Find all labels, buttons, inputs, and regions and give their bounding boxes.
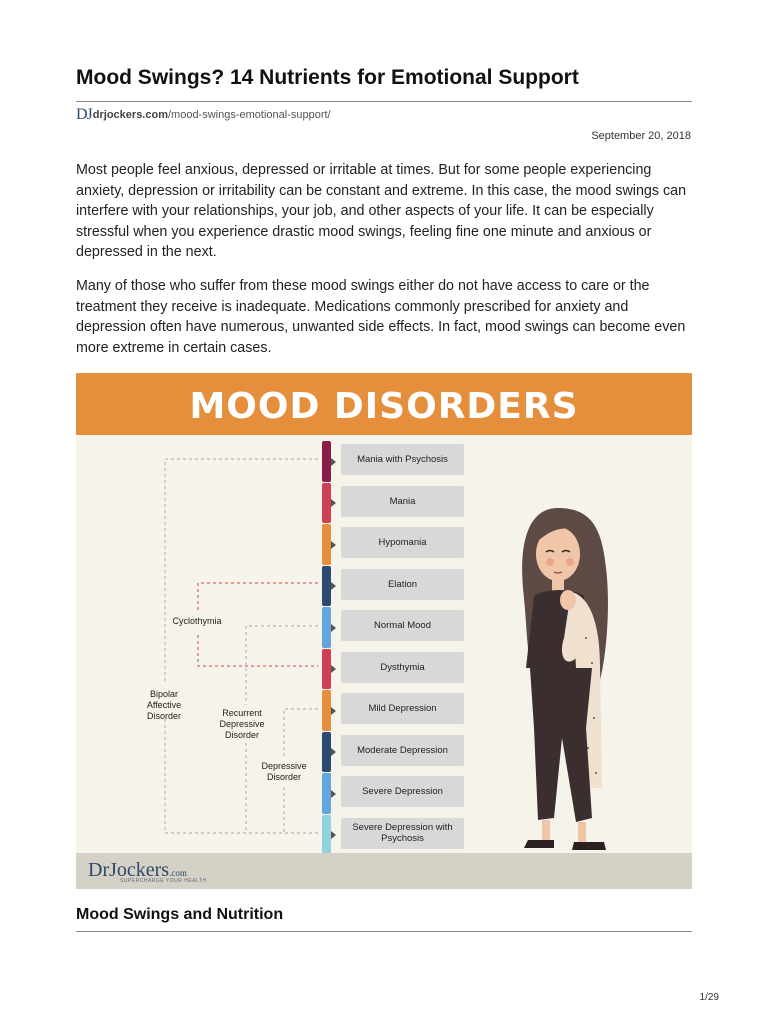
mood-level-mania: Mania (341, 486, 464, 517)
mood-pointer-moderate-depression (331, 748, 336, 756)
mood-bar-moderate-depression (322, 732, 331, 773)
source-logo: DJ (76, 106, 92, 123)
label-depressive-disorder: Depressive Disorder (261, 761, 307, 782)
mood-level-mania-with-psychosis: Mania with Psychosis (341, 444, 464, 475)
intro-paragraph-2: Many of those who suffer from these mood swings either do not have access to care or the treatment they receive is inadequate. Medications commonly prescribed for anxiety and depression often have numerous, unwanted side effects. In fact, mood swings can become even more extreme in certain cases. (76, 278, 686, 356)
page-number: 1/29 (699, 992, 719, 1003)
mood-level-severe-depression: Severe Depression (341, 776, 464, 807)
source-path[interactable]: /mood-swings-emotional-support/ (167, 109, 331, 121)
mood-level-moderate-depression: Moderate Depression (341, 735, 464, 766)
logo-tagline: SUPERCHARGE YOUR HEALTH (120, 878, 207, 884)
mood-bar-normal-mood (322, 607, 331, 648)
mood-level-dysthymia: Dysthymia (341, 652, 464, 683)
mood-bar-severe-depression-with-psychosis (322, 815, 331, 856)
mood-bar-severe-depression (322, 773, 331, 814)
mood-level-severe-depression-with-psychosis: Severe Depression with Psychosis (341, 818, 464, 849)
mood-bar-hypomania (322, 524, 331, 565)
mood-bar-elation (322, 566, 331, 607)
section-divider (76, 931, 692, 932)
mood-pointer-elation (331, 582, 336, 590)
mood-pointer-mild-depression (331, 707, 336, 715)
article-title: Mood Swings? 14 Nutrients for Emotional Support (76, 66, 579, 89)
label-cyclothymia: Cyclothymia (172, 616, 222, 626)
logo-suffix: .com (169, 868, 187, 878)
intro-paragraph-1: Most people feel anxious, depressed or irritable at times. But for some people experiencing anxiety, depression or irritability can be constant and extreme. In this case, the mood swings can interfere with your relationships, your job, and other aspects of your life. It can be especially stressful when you experience drastic mood swings, feeling fine one minute and anxious or depressed in the next. (76, 162, 687, 261)
section-heading: Mood Swings and Nutrition (76, 906, 284, 923)
mood-level-hypomania: Hypomania (341, 527, 464, 558)
mood-bar-mild-depression (322, 690, 331, 731)
logo-text: DrJockers (88, 859, 170, 881)
mood-level-mild-depression: Mild Depression (341, 693, 464, 724)
woman-illustration (506, 488, 666, 888)
mood-pointer-dysthymia (331, 665, 336, 673)
mood-level-elation: Elation (341, 569, 464, 600)
mood-pointer-normal-mood (331, 624, 336, 632)
mood-bar-mania (322, 483, 331, 524)
source-domain[interactable]: drjockers.com (92, 109, 168, 121)
label-recurrent-depressive-disorder: Recurrent Depressive Disorder (219, 708, 265, 740)
mood-pointer-hypomania (331, 541, 336, 549)
mood-bar-mania-with-psychosis (322, 441, 331, 482)
infographic-title: MOOD DISORDERS (189, 386, 579, 427)
mood-disorders-infographic (76, 373, 692, 889)
source-line[interactable] (76, 106, 331, 124)
mood-pointer-severe-depression-with-psychosis (331, 831, 336, 839)
title-divider (76, 101, 692, 102)
mood-level-normal-mood: Normal Mood (341, 610, 464, 641)
publish-date: September 20, 2018 (591, 130, 691, 142)
mood-pointer-severe-depression (331, 790, 336, 798)
mood-bar-dysthymia (322, 649, 331, 690)
mood-pointer-mania (331, 499, 336, 507)
label-bipolar-affective-disorder: Bipolar Affective Disorder (146, 689, 182, 721)
mood-pointer-mania-with-psychosis (331, 458, 336, 466)
